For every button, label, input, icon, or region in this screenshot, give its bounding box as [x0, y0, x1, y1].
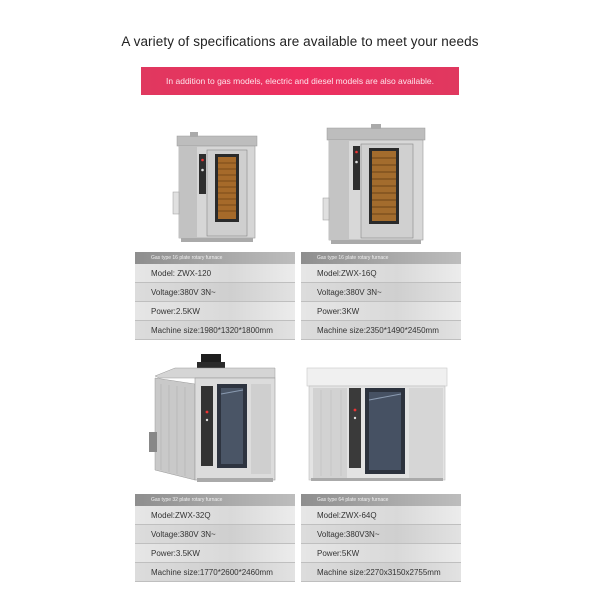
spec-model: Model:ZWX-32Q	[135, 506, 295, 525]
spec-model: Model:ZWX-16Q	[301, 264, 461, 283]
spec-table-2	[301, 252, 461, 340]
spec-table-3	[135, 494, 295, 582]
oven-image-1	[135, 120, 295, 252]
spec-size: Machine size:1980*1320*1800mm	[135, 321, 295, 340]
spec-model: Model: ZWX-120	[135, 264, 295, 283]
info-banner	[141, 67, 459, 95]
spec-table-4	[301, 494, 461, 582]
banner-text: In addition to gas models, electric and diesel models are also available.	[166, 76, 434, 86]
spec-size: Machine size:2350*1490*2450mm	[301, 321, 461, 340]
spec-voltage: Voltage:380V 3N~	[135, 525, 295, 544]
spec-header: Gas type 32 plate rotary furnace	[135, 494, 295, 506]
spec-size: Machine size:1770*2600*2460mm	[135, 563, 295, 582]
spec-header: Gas type 16 plate rotary furnace	[301, 252, 461, 264]
spec-power: Power:3KW	[301, 302, 461, 321]
spec-header: Gas type 64 plate rotary furnace	[301, 494, 461, 506]
spec-voltage: Voltage:380V3N~	[301, 525, 461, 544]
spec-header: Gas type 16 plate rotary furnace	[135, 252, 295, 264]
oven-image-4	[301, 354, 461, 486]
spec-table-1	[135, 252, 295, 340]
spec-size: Machine size:2270x3150x2755mm	[301, 563, 461, 582]
spec-power: Power:3.5KW	[135, 544, 295, 563]
spec-power: Power:5KW	[301, 544, 461, 563]
spec-model: Model:ZWX-64Q	[301, 506, 461, 525]
oven-image-2	[301, 120, 461, 252]
page-title: A variety of specifications are available to meet your needs	[121, 34, 479, 49]
spec-voltage: Voltage:380V 3N~	[301, 283, 461, 302]
spec-voltage: Voltage:380V 3N~	[135, 283, 295, 302]
oven-image-3	[135, 354, 295, 486]
spec-power: Power:2.5KW	[135, 302, 295, 321]
